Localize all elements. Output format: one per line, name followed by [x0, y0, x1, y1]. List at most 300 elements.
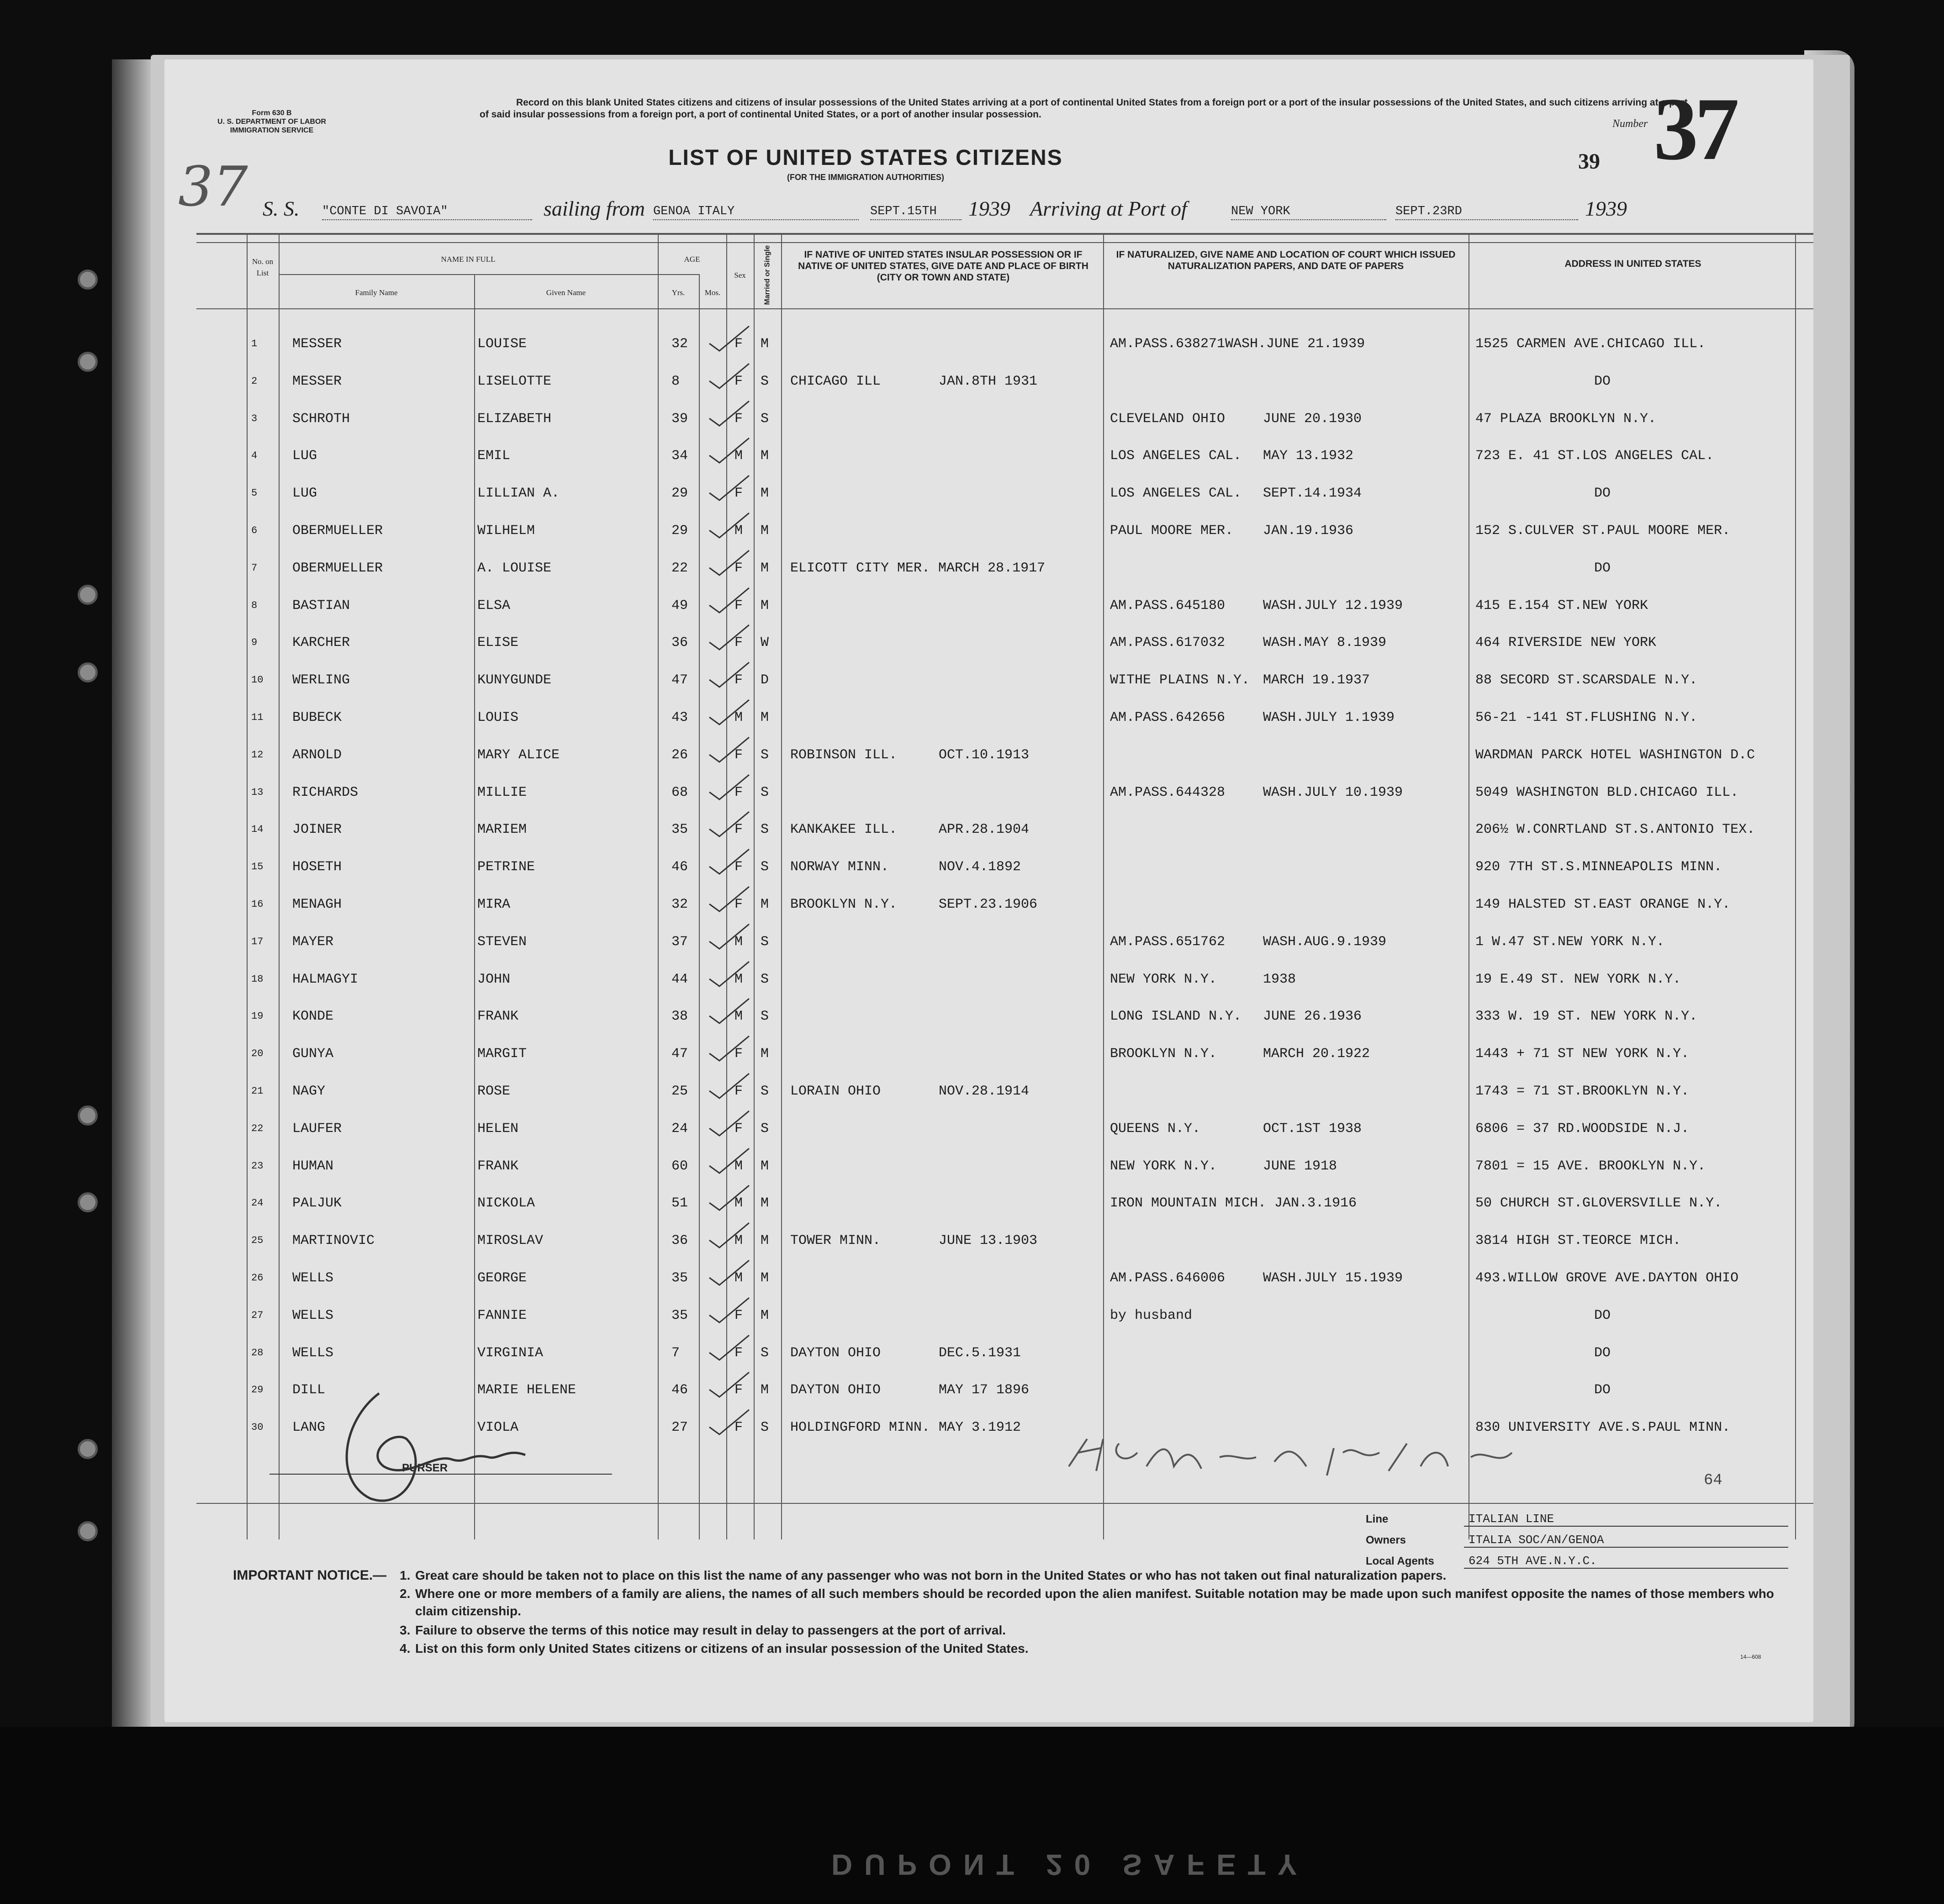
- given-name: MARIE HELENE: [477, 1382, 576, 1398]
- given-name: FRANK: [477, 1009, 519, 1025]
- binder-hole-icon: [78, 585, 98, 605]
- given-name: MILLIE: [477, 784, 527, 800]
- table-row: [196, 1109, 1841, 1146]
- row-number: 4: [251, 450, 258, 462]
- given-name: WILHELM: [477, 523, 535, 539]
- naturalization-court: NEW YORK N.Y.: [1110, 971, 1217, 987]
- table-row: [196, 399, 1841, 436]
- sex: M: [734, 710, 743, 725]
- ss-label: S. S.: [263, 197, 300, 220]
- naturalization-court: CLEVELAND OHIO: [1110, 411, 1226, 427]
- checkmark-icon: [706, 661, 761, 693]
- given-name: MARY ALICE: [477, 747, 560, 763]
- given-name: MIRA: [477, 897, 511, 912]
- binder-hole-icon: [78, 1192, 98, 1212]
- sex: M: [734, 1195, 743, 1211]
- birth-place: DAYTON OHIO: [790, 1345, 881, 1361]
- family-name: HOSETH: [292, 859, 342, 875]
- arrival-date: SEPT.23RD: [1395, 205, 1578, 220]
- birth-place: NORWAY MINN.: [790, 859, 889, 875]
- family-name: WELLS: [292, 1345, 334, 1361]
- row-number: 9: [251, 637, 258, 649]
- sex: F: [734, 1121, 743, 1137]
- instructions: Record on this blank United States citizens and citizens of insular possessions of the United States arriving at a port of continental United States from a foreign port or a port of the insular possessions of the United States, and such citizens arriving at a port of said insular possessions from a foreign port, a port of continental United States, or a port of another insular possession.: [480, 97, 1688, 120]
- birth-date: MAY 3.1912: [939, 1420, 1021, 1436]
- col-given-name: Given Name: [546, 288, 586, 297]
- age-years: 47: [671, 672, 688, 688]
- naturalization-court: LOS ANGELES CAL.: [1110, 486, 1242, 502]
- age-years: 35: [671, 1307, 688, 1323]
- us-address: 88 SECORD ST.SCARSDALE N.Y.: [1475, 672, 1698, 688]
- naturalization-court: WITHE PLAINS N.Y.: [1110, 672, 1250, 688]
- col-family-name: Family Name: [355, 288, 398, 297]
- row-number: 22: [251, 1122, 264, 1134]
- line-label: Line: [1366, 1513, 1389, 1525]
- given-name: JOHN: [477, 971, 511, 987]
- marital-status: M: [761, 1270, 769, 1286]
- row-number: 24: [251, 1197, 264, 1209]
- birth-place: CHICAGO ILL: [790, 373, 881, 389]
- family-name: DILL: [292, 1382, 326, 1398]
- family-name: BUBECK: [292, 710, 342, 725]
- given-name: MIROSLAV: [477, 1233, 544, 1249]
- us-address: 493.WILLOW GROVE AVE.DAYTON OHIO: [1475, 1270, 1739, 1286]
- marital-status: S: [761, 411, 769, 427]
- purser-label: PURSER: [402, 1462, 448, 1474]
- ship-name: "CONTE DI SAVOIA": [322, 205, 532, 220]
- marital-status: M: [761, 1046, 769, 1062]
- sex: F: [734, 1084, 743, 1099]
- age-years: 60: [671, 1158, 688, 1174]
- us-address: 5049 WASHINGTON BLD.CHICAGO ILL.: [1475, 784, 1739, 800]
- birth-place: DAYTON OHIO: [790, 1382, 881, 1398]
- birth-date: MAY 17 1896: [939, 1382, 1030, 1398]
- naturalization-court: NEW YORK N.Y.: [1110, 1158, 1217, 1174]
- naturalization-court: IRON MOUNTAIN MICH. JAN.3.1916: [1110, 1195, 1357, 1211]
- checkmark-icon: [706, 1034, 761, 1066]
- col-no: No. on List: [252, 257, 274, 277]
- birth-place: BROOKLYN N.Y.: [790, 897, 898, 912]
- arrival-year: 1939: [1585, 197, 1627, 220]
- form-identifier: [208, 109, 336, 135]
- given-name: NICKOLA: [477, 1195, 535, 1211]
- marital-status: M: [761, 598, 769, 614]
- given-name: GEORGE: [477, 1270, 527, 1286]
- checkmark-icon: [706, 1072, 761, 1104]
- row-number: 11: [251, 712, 264, 723]
- agents-label: Local Agents: [1366, 1555, 1434, 1567]
- checkmark-icon: [706, 1109, 761, 1141]
- age-years: 37: [671, 934, 688, 950]
- family-name: MARTINOVIC: [292, 1233, 375, 1249]
- family-name: KONDE: [292, 1009, 334, 1025]
- age-years: 49: [671, 598, 688, 614]
- checkmark-icon: [706, 399, 761, 431]
- family-name: LUG: [292, 448, 317, 464]
- marital-status: M: [761, 486, 769, 502]
- family-name: OBERMUELLER: [292, 560, 383, 576]
- naturalization-date: WASH.JULY 10.1939: [1263, 784, 1403, 800]
- naturalization-court: AM.PASS.646006: [1110, 1270, 1226, 1286]
- naturalization-court: AM.PASS.617032: [1110, 635, 1226, 651]
- passenger-table: [196, 233, 1813, 1466]
- family-name: GUNYA: [292, 1046, 334, 1062]
- owners-label: Owners: [1366, 1534, 1406, 1546]
- family-name: WERLING: [292, 672, 350, 688]
- checkmark-icon: [706, 773, 761, 805]
- notice-text: Failure to observe the terms of this notice may result in delay to passengers at the port of arrival.: [415, 1623, 1006, 1637]
- birth-date: DEC.5.1931: [939, 1345, 1021, 1361]
- given-name: KUNYGUNDE: [477, 672, 552, 688]
- naturalization-date: WASH.MAY 8.1939: [1263, 635, 1387, 651]
- age-years: 38: [671, 1009, 688, 1025]
- col-naturalized: IF NATURALIZED, GIVE NAME AND LOCATION OF COURT WHICH ISSUED NATURALIZATION PAPERS, AND DATE OF PAPERS: [1116, 249, 1456, 271]
- row-number: 18: [251, 973, 264, 985]
- family-name: LUG: [292, 486, 317, 502]
- checkmark-icon: [706, 960, 761, 992]
- sex: F: [734, 1046, 743, 1062]
- sex: F: [734, 672, 743, 688]
- col-name-in-full: NAME IN FULL: [441, 255, 496, 264]
- table-row: [196, 661, 1841, 698]
- table-row: [196, 586, 1841, 623]
- naturalization-date: MARCH 19.1937: [1263, 672, 1370, 688]
- row-number: 3: [251, 413, 258, 424]
- naturalization-date: SEPT.14.1934: [1263, 486, 1362, 502]
- col-address: ADDRESS IN UNITED STATES: [1564, 259, 1701, 269]
- family-name: WELLS: [292, 1270, 334, 1286]
- checkmark-icon: [706, 1408, 761, 1440]
- sex: M: [734, 1158, 743, 1174]
- age-years: 35: [671, 822, 688, 838]
- given-name: ELISE: [477, 635, 519, 651]
- notice-heading: IMPORTANT NOTICE.—: [233, 1568, 387, 1583]
- row-number: 6: [251, 525, 258, 536]
- binder-hole-icon: [78, 1521, 98, 1541]
- given-name: LOUISE: [477, 336, 527, 352]
- number-label: Number: [1612, 118, 1648, 130]
- page-title: LIST OF UNITED STATES CITIZENS: [668, 146, 1063, 170]
- row-number: 30: [251, 1422, 264, 1433]
- naturalization-date: JUNE 1918: [1263, 1158, 1337, 1174]
- family-name: WELLS: [292, 1307, 334, 1323]
- given-name: FANNIE: [477, 1307, 527, 1323]
- age-years: 35: [671, 1270, 688, 1286]
- naturalization-court: AM.PASS.638271WASH.JUNE 21.1939: [1110, 336, 1365, 352]
- birth-date: APR.28.1904: [939, 822, 1030, 838]
- marital-status: S: [761, 747, 769, 763]
- age-years: 32: [671, 897, 688, 912]
- row-number: 26: [251, 1272, 264, 1284]
- birth-place: HOLDINGFORD MINN.: [790, 1420, 930, 1436]
- family-name: LAUFER: [292, 1121, 342, 1137]
- checkmark-icon: [706, 698, 761, 730]
- us-address: 723 E. 41 ST.LOS ANGELES CAL.: [1475, 448, 1714, 464]
- us-address: 1443 + 71 ST NEW YORK N.Y.: [1475, 1046, 1690, 1062]
- naturalization-court: AM.PASS.645180: [1110, 598, 1226, 614]
- birth-place: TOWER MINN.: [790, 1233, 881, 1249]
- us-address: DO: [1594, 1307, 1611, 1323]
- checkmark-icon: [706, 362, 761, 394]
- sex: M: [734, 448, 743, 464]
- row-number: 21: [251, 1085, 264, 1097]
- naturalization-date: WASH.AUG.9.1939: [1263, 934, 1387, 950]
- marital-status: S: [761, 1121, 769, 1137]
- sex: M: [734, 1009, 743, 1025]
- checkmark-icon: [706, 1259, 761, 1290]
- naturalization-court: AM.PASS.644328: [1110, 784, 1226, 800]
- col-mos: Mos.: [704, 288, 721, 297]
- naturalization-court: QUEENS N.Y.: [1110, 1121, 1201, 1137]
- sex: M: [734, 934, 743, 950]
- table-row: [196, 1034, 1841, 1071]
- table-row: [196, 474, 1841, 511]
- checkmark-icon: [706, 324, 761, 356]
- table-row: [196, 735, 1841, 772]
- marital-status: S: [761, 1345, 769, 1361]
- age-years: 46: [671, 859, 688, 875]
- row-number: 15: [251, 861, 264, 873]
- given-name: VIOLA: [477, 1420, 519, 1436]
- row-number: 25: [251, 1235, 264, 1247]
- marital-status: M: [761, 336, 769, 352]
- checkmark-icon: [706, 847, 761, 879]
- manifest-page: Form 630 B U. S. DEPARTMENT OF LABOR IMMIGRATION SERVICE Record on this blank United States citizens and citizens of insular possessions of the United States arriving at a port of continental United States from a foreign port or a port of the insular possessions of the United States, and such citizens arriving at a port of said insular possessions from a foreign port, a port of continental United States, or a port of another insular possession. LIST OF UNITED STATES CITIZENS (FOR THE IMMIGRATION AUTHORITIES) Number 37 39 37 S. S. "CONTE DI SAVOIA" sailing from GENOA ITALY SEPT.15TH 1939 Arriving at Port of NEW YORK SEPT.23RD 1939 No. on List NAME IN FULL Family Name Given Name AGE Yrs. Mos. Sex Married or Single IF NATIVE OF UNITED STATES INSULAR POSSESSION OR IF NATIVE OF UNITED STATES, GIVE DATE AND PLACE OF BIRTH (CITY OR TOWN AND STATE) IF NATURALIZED, GIVE NAME AND LOCATION OF COURT WHICH ISSUED NATURALIZATION PAPERS, AND DATE OF PAPERS ADDRESS IN UNITED STATES 1 MESSER LOUISE 32 F M AM.PASS.638271WASH.JUNE 21.1939 1525 CARMEN AVE.CHICAGO ILL. 2 MESSER LISELOTTE 8 F S CHICAGO ILL JAN.8TH 1931 DO 3 SCHROTH ELIZABETH 39 F S CLEVELAND OHIO JUNE 20.1930 47 PLAZA BROOKLYN N.Y. 4 LUG EMIL 34 M M LOS ANGELES CAL. MAY 13.1932 723 E. 41 ST.LOS ANGELES CAL. 5 LUG LILLIAN A. 29 F M LOS ANGELES CAL. SEPT.14.1934 DO 6 OBERMUELLER WILHELM 29 M M PAUL MOORE MER. JAN.19.1936 152 S.CULVER ST.PAUL MOORE MER. 7 OBERMUELLER A. LOUISE 22 F M ELICOTT CITY MER. MARCH 28.1917 DO 8 BASTIAN ELSA 49 F M AM.PASS.645180 WASH.JULY 12.1939 415 E.154 ST.NEW YORK 9 KARCHER ELISE 36 F W AM.PASS.617032 WASH.MAY 8.1939 464 RIVERSIDE NEW YORK 10 WERLING KUNYGUNDE 47 F D WITHE PLAINS N.Y. MARCH 19.1937 88 SECORD ST.SCARSDALE N.Y. 11 BUBECK LOUIS 43 M M AM.PASS.642656 WASH.JULY 1.1939 56-21 -141 ST.FLUSHING N.Y. 12 ARNOLD MARY ALICE 26 F S ROBINSON ILL. OCT.10.1913 WARDMAN PARCK HOTEL WASHINGTON D.C 13 RICHARDS MILLIE 68 F S AM.PASS.644328 WASH.JULY 10.1939 5049 WASHINGTON BLD.CHICAGO ILL. 14 JOINER MARIEM 35 F S KANKAKEE ILL. APR.28.1904 206½ W.CONRTLAND ST.S.ANTONIO TEX. 15 HOSETH PETRINE 46 F S NORWAY MINN. NOV.4.1892 920 7TH ST.S.MINNEAPOLIS MINN. 16 MENAGH MIRA 32 F M BROOKLYN N.Y. SEPT.23.1906 149 HALSTED ST.EAST ORANGE N.Y. 17 MAYER STEVEN 37 M S AM.PASS.651762 WASH.AUG.9.1939 1 W.47 ST.NEW YORK N.Y. 18 HALMAGYI JOHN 44 M S NEW YORK N.Y. 1938 19 E.49 ST. NEW YORK N.Y. 19 KONDE FRANK 38 M S LONG ISLAND N.Y. JUNE 26.1936 333 W. 19 ST. NEW YORK N.Y. 20 GUNYA MARGIT 47 F M BROOKLYN N.Y. MARCH 20.1922 1443 + 71 ST NEW YORK N.Y. 21 NAGY ROSE 25 F S LORAIN OHIO NOV.28.1914 1743 = 71 ST.BROOKLYN N.Y. 22 LAUFER HELEN 24 F S QUEENS N.Y. OCT.1ST 1938 6806 = 37 RD.WOODSIDE N.J. 23 HUMAN FRANK 60 M M NEW YORK N.Y. JUNE 1918 7801 = 15 AVE. BROOKLYN N.Y. 24 PALJUK NICKOLA 51 M M IRON MOUNTAIN MICH. JAN.3.1916 50 CHURCH ST.GLOVERSVILLE N.Y. 25 MARTINOVIC MIROSLAV 36 M M TOWER MINN. JUNE 13.1903 3814 HIGH ST.TEORCE MICH. 26 WELLS GEORGE 35 M M AM.PASS.646006 WASH.JULY 15.1939 493.WILLOW GROVE AVE.DAYTON OHIO 27 WELLS FANNIE 35 F M by husband DO 28 WELLS VIRGINIA 7 F S DAYTON OHIO DEC.5.1931 DO 29 DILL MARIE HELENE 46 F M DAYTON OHIO MAY 17 1896 DO 30 LANG VIOLA 27 F S HOLDINGFORD MINN. MAY 3.1912 830 UNIVERSITY AVE.S.PAUL MINN. PURSER 64 Line ITALIAN LINE Owners ITALIA SOC/AN/GENOA Local Agents 624 5TH AVE.N.Y.C. IMPORTANT NOTICE.— 1. Great care should be taken not to place on this list the name of any passenger who was not born in the United States or who has not taken out final naturalization papers. 2. Where one or more members of a family are aliens, the names of all such members should be recorded upon the alien manifest. Suitable notation may be made upon such manifest opposite the names of those members who claim citizenship. 3. Failure to observe the terms of this notice may result in delay to passengers at the port of arrival. 4. List on this form only United States citizens or citizens of an insular possession of the United States. 14—608: [164, 59, 1813, 1722]
- naturalization-date: MARCH 20.1922: [1263, 1046, 1370, 1062]
- marital-status: M: [761, 1382, 769, 1398]
- age-years: 36: [671, 1233, 688, 1249]
- age-years: 44: [671, 971, 688, 987]
- birth-date: NOV.4.1892: [939, 859, 1021, 875]
- age-years: 32: [671, 336, 688, 352]
- checkmark-icon: [706, 885, 761, 917]
- sex: F: [734, 784, 743, 800]
- row-number: 29: [251, 1384, 264, 1396]
- row-number: 12: [251, 749, 264, 761]
- us-address: 206½ W.CONRTLAND ST.S.ANTONIO TEX.: [1475, 822, 1755, 838]
- departure-year: 1939: [968, 197, 1010, 220]
- sex: F: [734, 411, 743, 427]
- departure-date: SEPT.15TH: [870, 205, 961, 220]
- checkmark-icon: [706, 997, 761, 1029]
- table-row: [196, 362, 1841, 399]
- given-name: EMIL: [477, 448, 511, 464]
- us-address: 47 PLAZA BROOKLYN N.Y.: [1475, 411, 1657, 427]
- from-port: GENOA ITALY: [653, 205, 859, 220]
- us-address: DO: [1594, 486, 1611, 502]
- family-name: HUMAN: [292, 1158, 334, 1174]
- col-age: AGE: [684, 255, 700, 264]
- family-name: MESSER: [292, 336, 342, 352]
- table-row: [196, 1296, 1841, 1333]
- age-years: 39: [671, 411, 688, 427]
- marital-status: M: [761, 1158, 769, 1174]
- naturalization-date: JAN.19.1936: [1263, 523, 1354, 539]
- notice-text: Where one or more members of a family are aliens, the names of all such members should be recorded upon the alien manifest. Suitable notation may be made upon such manifest opposite the names of those members who claim citizenship.: [415, 1587, 1774, 1618]
- given-name: LISELOTTE: [477, 373, 552, 389]
- birth-place: LORAIN OHIO: [790, 1084, 881, 1099]
- naturalization-date: JUNE 26.1936: [1263, 1009, 1362, 1025]
- us-address: 19 E.49 ST. NEW YORK N.Y.: [1475, 971, 1681, 987]
- family-name: JOINER: [292, 822, 342, 838]
- sex: M: [734, 1233, 743, 1249]
- table-row: [196, 1072, 1841, 1109]
- sex: M: [734, 1270, 743, 1286]
- family-name: OBERMUELLER: [292, 523, 383, 539]
- sex: F: [734, 635, 743, 651]
- marital-status: M: [761, 560, 769, 576]
- marital-status: D: [761, 672, 769, 688]
- us-address: 7801 = 15 AVE. BROOKLYN N.Y.: [1475, 1158, 1706, 1174]
- given-name: LILLIAN A.: [477, 486, 560, 502]
- col-married-single: Married or Single: [763, 245, 771, 305]
- age-years: 25: [671, 1084, 688, 1099]
- row-number: 7: [251, 562, 258, 574]
- table-row: [196, 1221, 1841, 1258]
- checkmark-icon: [706, 511, 761, 543]
- marital-status: S: [761, 1009, 769, 1025]
- given-name: ELSA: [477, 598, 511, 614]
- binder-hole-icon: [78, 1105, 98, 1126]
- us-address: DO: [1594, 1345, 1611, 1361]
- table-row: [196, 922, 1841, 959]
- owners-value: ITALIA SOC/AN/GENOA: [1464, 1533, 1788, 1548]
- given-name: MARGIT: [477, 1046, 527, 1062]
- us-address: 152 S.CULVER ST.PAUL MOORE MER.: [1475, 523, 1731, 539]
- marital-status: S: [761, 1084, 769, 1099]
- us-address: 6806 = 37 RD.WOODSIDE N.J.: [1475, 1121, 1690, 1137]
- age-years: 51: [671, 1195, 688, 1211]
- binder-hole-icon: [78, 352, 98, 372]
- given-name: ELIZABETH: [477, 411, 552, 427]
- us-address: 830 UNIVERSITY AVE.S.PAUL MINN.: [1475, 1420, 1731, 1436]
- col-birth: IF NATIVE OF UNITED STATES INSULAR POSSESSION OR IF NATIVE OF UNITED STATES, GIVE DATE AND PLACE OF BIRTH (CITY OR TOWN AND STATE): [798, 249, 1088, 283]
- checkmark-icon: [706, 1370, 761, 1402]
- row-number: 19: [251, 1010, 264, 1022]
- row-number: 23: [251, 1160, 264, 1172]
- table-row: [196, 436, 1841, 473]
- sex: F: [734, 486, 743, 502]
- row-number: 14: [251, 824, 264, 836]
- us-address: 149 HALSTED ST.EAST ORANGE N.Y.: [1475, 897, 1731, 912]
- form-code: 14—608: [1740, 1654, 1761, 1660]
- marital-status: S: [761, 822, 769, 838]
- arriving-label: Arriving at Port of: [1030, 197, 1187, 220]
- row-number: 20: [251, 1048, 264, 1060]
- table-row: [196, 1259, 1841, 1296]
- row-number: 8: [251, 599, 258, 611]
- checkmark-icon: [706, 436, 761, 468]
- family-name: KARCHER: [292, 635, 350, 651]
- us-address: DO: [1594, 373, 1611, 389]
- sex: F: [734, 373, 743, 389]
- us-address: 56-21 -141 ST.FLUSHING N.Y.: [1475, 710, 1698, 725]
- notice-text: Great care should be taken not to place on this list the name of any passenger who was not born in the United States or who has not taken out final naturalization papers.: [415, 1568, 1447, 1582]
- checkmark-icon: [706, 735, 761, 767]
- checkmark-icon: [706, 549, 761, 581]
- table-row: [196, 511, 1841, 548]
- naturalization-court: AM.PASS.651762: [1110, 934, 1226, 950]
- us-address: 415 E.154 ST.NEW YORK: [1475, 598, 1648, 614]
- checkmark-icon: [706, 623, 761, 655]
- given-name: STEVEN: [477, 934, 527, 950]
- age-years: 43: [671, 710, 688, 725]
- row-number: 2: [251, 375, 258, 387]
- marital-status: M: [761, 710, 769, 725]
- checkmark-icon: [706, 1184, 761, 1216]
- table-row: [196, 847, 1841, 884]
- us-address: 50 CHURCH ST.GLOVERSVILLE N.Y.: [1475, 1195, 1722, 1211]
- row-number: 10: [251, 674, 264, 686]
- us-address: DO: [1594, 560, 1611, 576]
- family-name: MESSER: [292, 373, 342, 389]
- sex: F: [734, 822, 743, 838]
- col-yrs: Yrs.: [671, 288, 685, 297]
- given-name: LOUIS: [477, 710, 519, 725]
- naturalization-date: JUNE 20.1930: [1263, 411, 1362, 427]
- table-row: [196, 623, 1841, 660]
- given-name: ROSE: [477, 1084, 511, 1099]
- table-row: [196, 1147, 1841, 1184]
- age-years: 46: [671, 1382, 688, 1398]
- checkmark-icon: [706, 922, 761, 954]
- naturalization-date: WASH.JULY 1.1939: [1263, 710, 1395, 725]
- binder-hole-icon: [78, 662, 98, 682]
- table-row: [196, 773, 1841, 810]
- service: IMMIGRATION SERVICE: [230, 127, 314, 134]
- birth-place: KANKAKEE ILL.: [790, 822, 898, 838]
- binder-hole-icon: [78, 270, 98, 290]
- naturalization-court: by husband: [1110, 1307, 1193, 1323]
- table-row: [196, 810, 1841, 847]
- us-address: 1525 CARMEN AVE.CHICAGO ILL.: [1475, 336, 1706, 352]
- marital-status: M: [761, 1233, 769, 1249]
- age-years: 8: [671, 373, 680, 389]
- family-name: PALJUK: [292, 1195, 342, 1211]
- sex: F: [734, 336, 743, 352]
- notice-text: List on this form only United States citizens or citizens of an insular possession of the United States.: [415, 1641, 1029, 1655]
- age-years: 27: [671, 1420, 688, 1436]
- checkmark-icon: [706, 1296, 761, 1328]
- voyage-line: [263, 196, 1898, 228]
- naturalization-date: WASH.JULY 12.1939: [1263, 598, 1403, 614]
- age-years: 29: [671, 486, 688, 502]
- us-address: 1743 = 71 ST.BROOKLYN N.Y.: [1475, 1084, 1690, 1099]
- us-address: 3814 HIGH ST.TEORCE MICH.: [1475, 1233, 1681, 1249]
- table-row: [196, 549, 1841, 586]
- age-years: 68: [671, 784, 688, 800]
- birth-date: OCT.10.1913: [939, 747, 1030, 763]
- sex: F: [734, 1420, 743, 1436]
- us-address: 333 W. 19 ST. NEW YORK N.Y.: [1475, 1009, 1698, 1025]
- row-number: 1: [251, 338, 258, 349]
- age-years: 26: [671, 747, 688, 763]
- handwritten-number: 37: [178, 155, 248, 219]
- us-address: 920 7TH ST.S.MINNEAPOLIS MINN.: [1475, 859, 1722, 875]
- family-name: HALMAGYI: [292, 971, 359, 987]
- naturalization-court: BROOKLYN N.Y.: [1110, 1046, 1217, 1062]
- birth-date: NOV.28.1914: [939, 1084, 1030, 1099]
- given-name: HELEN: [477, 1121, 519, 1137]
- birth-place: ELICOTT CITY MER. MARCH 28.1917: [790, 560, 1046, 576]
- marital-status: S: [761, 934, 769, 950]
- list-number: 37: [1653, 79, 1736, 179]
- corner-number: 39: [1578, 149, 1600, 174]
- sex: F: [734, 1307, 743, 1323]
- given-name: PETRINE: [477, 859, 535, 875]
- family-name: RICHARDS: [292, 784, 359, 800]
- naturalization-court: LONG ISLAND N.Y.: [1110, 1009, 1242, 1025]
